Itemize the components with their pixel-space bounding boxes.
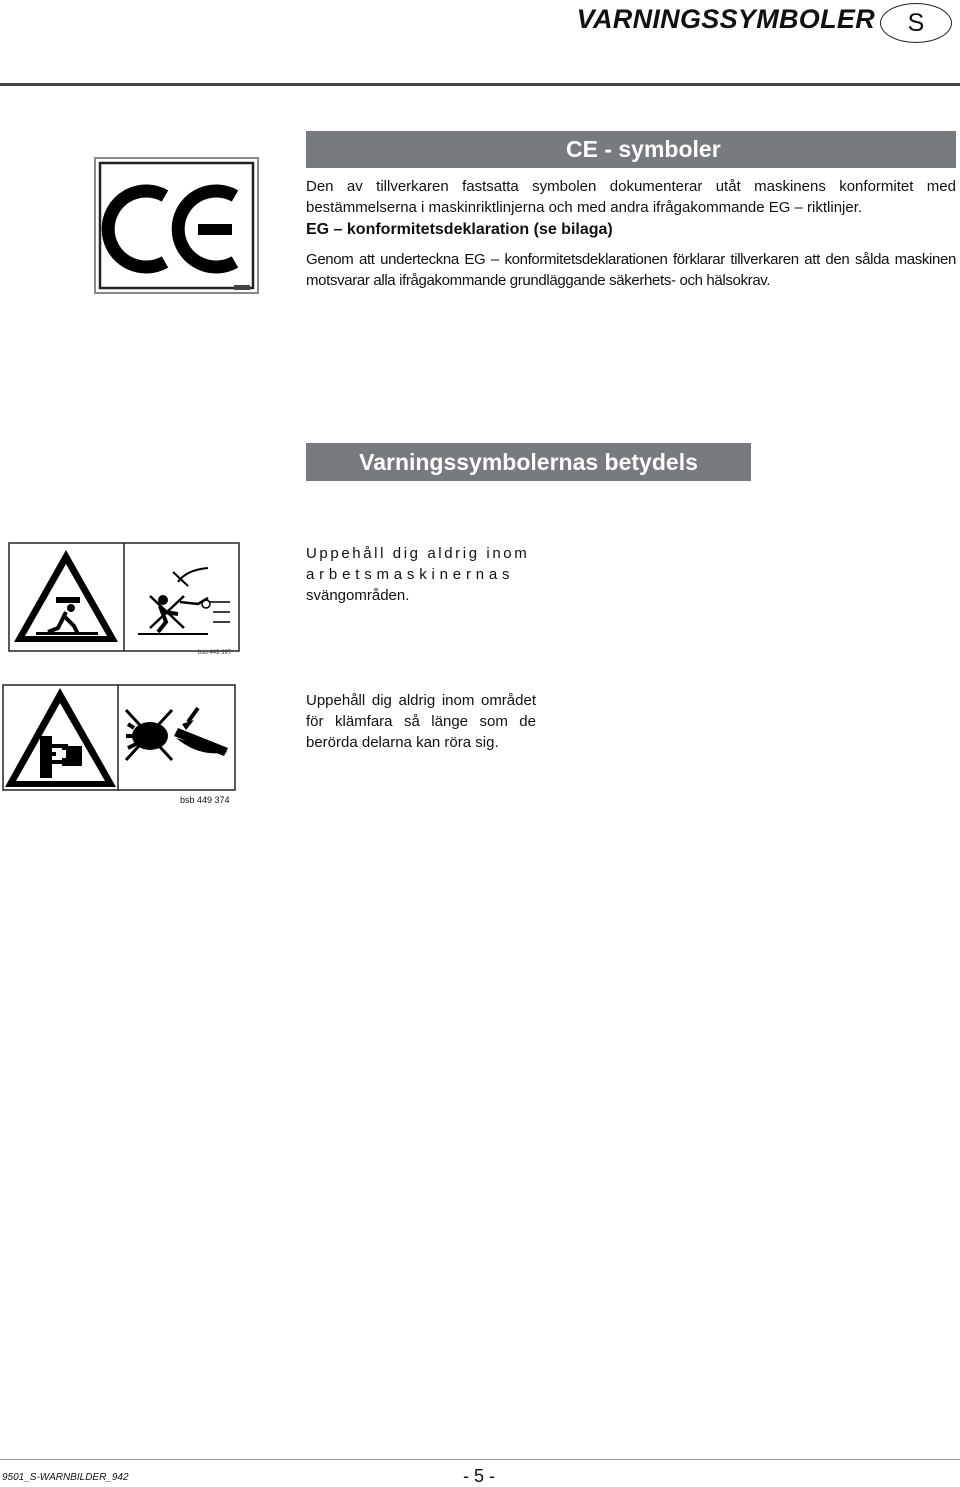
warning-code: bsb 449 397 (198, 650, 232, 656)
ce-declaration-text: Genom att underteckna EG – konformitetsdeklarationen förklarar tillverkaren att den sålda maskinen motsvarar alla ifrågakommande grundläggande säkerhets- och hälsokrav. (306, 251, 956, 289)
hand-crush-hazard-icon (2, 684, 236, 791)
warning-line: arbetsmaskinernas (306, 566, 515, 583)
warning-text-crush-zone: Uppehåll dig aldrig inom området för klämfara så länge som de berörda delarna kan röra sig. (306, 692, 536, 751)
crush-hazard-swing-area-icon (8, 542, 240, 652)
document-id: 9501_S-WARNBILDER_942 (2, 1472, 129, 1483)
warning-text-swing-area (306, 543, 536, 606)
footer-divider (0, 1459, 960, 1460)
warnings-section-heading: Varningssymbolernas betydels (306, 443, 751, 481)
language-badge: S (880, 3, 952, 43)
warning-line: Uppehåll dig aldrig inom (306, 545, 530, 562)
page-title: VARNINGSSYMBOLER (576, 4, 875, 34)
warning-code: bsb 449 374 (180, 795, 230, 805)
warning-line: svängområden. (306, 587, 410, 604)
page-number: - 5 - (463, 1466, 496, 1486)
ce-subheading: EG – konformitetsdeklaration (se bilaga) (306, 221, 613, 238)
ce-intro-text: Den av tillverkaren fastsatta symbolen dokumenterar utåt maskinens konformitet med bestämmelserna i maskinriktlinjerna och med andra ifrågakommande EG – riktlinjer. (306, 178, 956, 216)
ce-mark-icon (94, 157, 259, 294)
ce-section-heading: CE - symboler (306, 131, 956, 168)
header-divider (0, 83, 960, 86)
